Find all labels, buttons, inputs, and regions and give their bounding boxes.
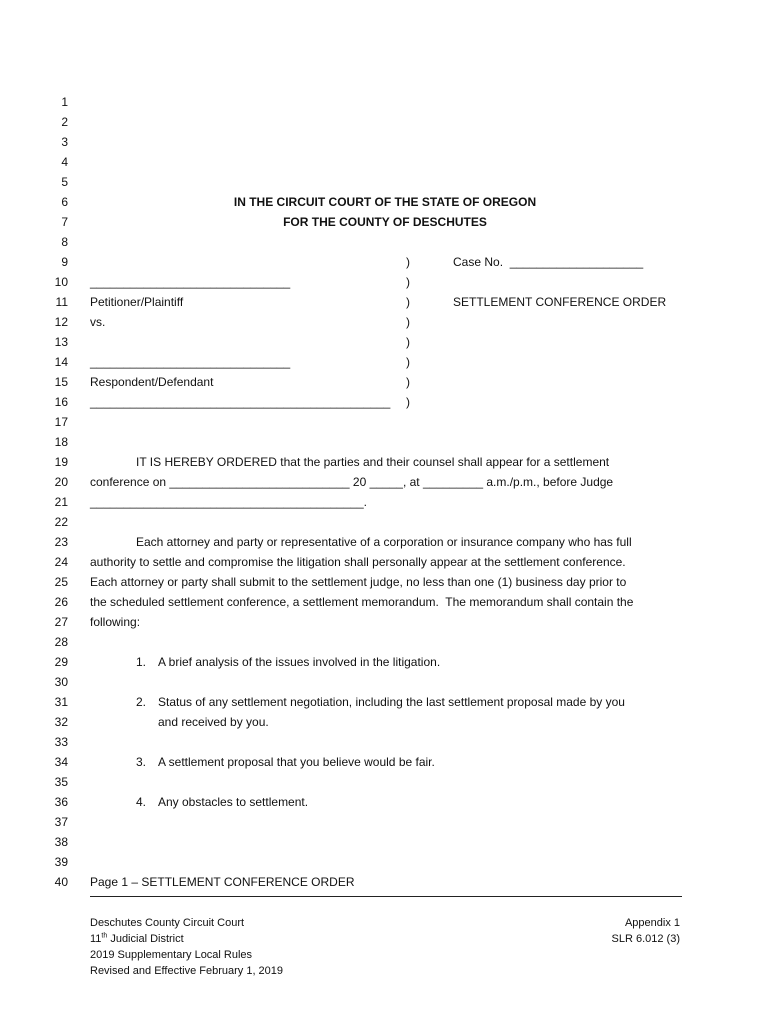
caption-paren: ) [406, 275, 410, 289]
list-item-number: 4. [136, 795, 147, 809]
line-number: 36 [54, 795, 68, 809]
line-number: 9 [61, 255, 68, 269]
caption-paren: ) [406, 355, 410, 369]
line-number: 32 [54, 715, 68, 729]
line-number: 34 [54, 755, 68, 769]
line-number: 22 [54, 515, 68, 529]
line-number: 19 [54, 455, 68, 469]
caption-bottom-blank: _____________________________________________ [90, 395, 391, 409]
line-number: 39 [54, 855, 68, 869]
line-number: 28 [54, 635, 68, 649]
list-item-text: and received by you. [158, 715, 269, 729]
line-number: 23 [54, 535, 68, 549]
caption-paren: ) [406, 375, 410, 389]
line-number: 3 [61, 135, 68, 149]
line-number: 7 [61, 215, 68, 229]
footer-revision-date: Revised and Effective February 1, 2019 [90, 965, 284, 977]
line-number: 20 [54, 475, 68, 489]
line-number: 29 [54, 655, 68, 669]
requirements-paragraph-line: following: [90, 615, 141, 629]
footer-divider [90, 896, 682, 897]
document-title: SETTLEMENT CONFERENCE ORDER [453, 295, 667, 309]
line-number: 37 [54, 815, 68, 829]
requirements-paragraph-line: the scheduled settlement conference, a settlement memorandum. The memorandum shall contain the [90, 595, 634, 609]
respondent-name-blank: ______________________________ [90, 355, 291, 369]
order-paragraph-line: conference on ___________________________ 20 _____, at _________ a.m./p.m., before Judge [90, 475, 614, 489]
order-paragraph-line: IT IS HEREBY ORDERED that the parties and their counsel shall appear for a settlement [136, 455, 610, 469]
list-item-text: Status of any settlement negotiation, including the last settlement proposal made by you [158, 695, 625, 709]
line-number: 35 [54, 775, 68, 789]
line-number: 10 [54, 275, 68, 289]
line-number: 40 [54, 875, 68, 889]
caption-paren: ) [406, 295, 410, 309]
requirements-paragraph-line: authority to settle and compromise the litigation shall personally appear at the settlement conference. [90, 555, 626, 569]
line-number: 33 [54, 735, 68, 749]
line-number: 30 [54, 675, 68, 689]
versus-label: vs. [90, 315, 106, 329]
line-number: 6 [61, 195, 68, 209]
footer-court-name: Deschutes County Circuit Court [90, 917, 245, 929]
line-number: 13 [54, 335, 68, 349]
footer-district-number: 11 [90, 933, 102, 945]
footer-rules-title: 2019 Supplementary Local Rules [90, 949, 253, 961]
footer-district-text: Judicial District [107, 933, 184, 945]
line-number: 11 [55, 295, 68, 309]
line-number: 38 [54, 835, 68, 849]
court-title-line2: FOR THE COUNTY OF DESCHUTES [283, 215, 487, 229]
line-number: 4 [61, 155, 68, 169]
footer-district [90, 931, 184, 947]
petitioner-name-blank: ______________________________ [90, 275, 291, 289]
list-item-text: A brief analysis of the issues involved in the litigation. [158, 655, 441, 669]
line-number: 24 [54, 555, 68, 569]
page-label: Page 1 – SETTLEMENT CONFERENCE ORDER [90, 875, 355, 889]
list-item-text: A settlement proposal that you believe would be fair. [158, 755, 435, 769]
line-number: 15 [54, 375, 68, 389]
line-number: 2 [61, 115, 68, 129]
caption-paren: ) [406, 255, 410, 269]
line-number: 18 [54, 435, 68, 449]
line-number: 8 [61, 235, 68, 249]
caption-paren: ) [406, 335, 410, 349]
line-number: 26 [54, 595, 68, 609]
case-number-field: Case No. ____________________ [453, 255, 644, 269]
caption-paren: ) [406, 395, 410, 409]
list-item-number: 1. [136, 655, 147, 669]
list-item-number: 2. [136, 695, 147, 709]
line-number: 12 [54, 315, 68, 329]
requirements-paragraph-line: Each attorney and party or representative of a corporation or insurance company who has full [136, 535, 632, 549]
line-number: 27 [54, 615, 68, 629]
petitioner-label: Petitioner/Plaintiff [90, 295, 184, 309]
footer-appendix: Appendix 1 [624, 917, 680, 929]
footer-rule-ref: SLR 6.012 (3) [611, 933, 680, 945]
caption-paren: ) [406, 315, 410, 329]
line-number: 5 [61, 175, 68, 189]
line-number: 14 [54, 355, 68, 369]
requirements-paragraph-line: Each attorney or party shall submit to the settlement judge, no less than one (1) business day prior to [90, 575, 627, 589]
line-number: 31 [54, 695, 68, 709]
line-number: 16 [54, 395, 68, 409]
list-item-number: 3. [136, 755, 147, 769]
list-item-text: Any obstacles to settlement. [158, 795, 309, 809]
line-number: 1 [61, 95, 68, 109]
court-title-line1: IN THE CIRCUIT COURT OF THE STATE OF OREGON [233, 195, 537, 209]
footer-district-suffix: th [101, 932, 108, 940]
order-paragraph-line: _________________________________________. [90, 495, 367, 509]
line-number: 17 [54, 415, 68, 429]
line-number: 21 [54, 495, 68, 509]
respondent-label: Respondent/Defendant [90, 375, 214, 389]
line-number: 25 [54, 575, 68, 589]
